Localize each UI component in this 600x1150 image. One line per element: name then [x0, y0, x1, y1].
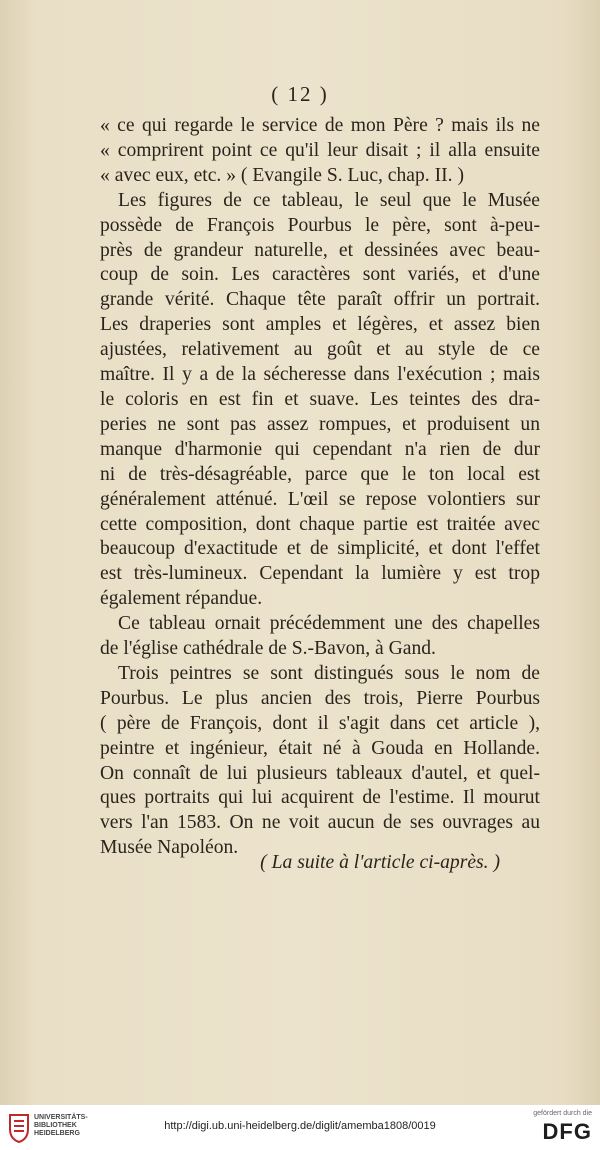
body-text [100, 114, 540, 861]
text-line: On connaît de lui plusieurs tableaux d'autel, et quel- [100, 762, 540, 784]
paragraph [100, 189, 540, 612]
text-line: Pourbus. Le plus ancien des trois, Pierre Pourbus [100, 687, 540, 709]
paragraph [100, 662, 540, 861]
text-line: Ce tableau ornait précédemment une des chapelles [118, 613, 540, 635]
text-line: est très-lumineux. Cependant la lumière y est trop [100, 563, 540, 585]
text-line: également répandue. [100, 588, 263, 610]
text-line: ques portraits qui lui acquirent de l'estime. Il mourut [100, 787, 540, 809]
page-number: ( 12 ) [271, 82, 329, 106]
text-line: possède de François Pourbus le père, sont à-peu- [100, 214, 540, 236]
library-name-line: HEIDELBERG [34, 1130, 80, 1137]
text-line: maître. Il y a de la sécheresse dans l'exécution ; mais [100, 364, 540, 386]
continuation-text: ( La suite à l'article ci-après. ) [260, 852, 500, 873]
text-line: beaucoup d'exactitude et de simplicité, et dont l'effet [100, 538, 540, 560]
text-line: Les figures de ce tableau, le seul que le Musée [118, 189, 540, 211]
dfg-logo: DFG [542, 1119, 592, 1144]
text-line: « ce qui regarde le service de mon Père ? mais ils ne [100, 115, 540, 136]
text-line: coup de soin. Les caractères sont variés, et d'une [100, 264, 540, 286]
text-line: près de grandeur naturelle, et dessinées avec beau- [100, 239, 540, 261]
footer-bar [0, 1105, 600, 1150]
text-line: le coloris en est fin et suave. Les teintes des dra- [100, 388, 540, 410]
text-line: Trois peintres se sont distingués sous le nom de [118, 662, 540, 684]
text-line: ( père de François, dont il s'agit dans cet article ), [100, 712, 540, 734]
library-name-line: BIBLIOTHEK [34, 1122, 77, 1129]
text-line: peintre et ingénieur, était né à Gouda en Hollande. [100, 737, 540, 759]
library-name-line: UNIVERSITÄTS- [34, 1114, 88, 1121]
text-line: ajustées, relativement au goût et au style de ce [100, 339, 540, 361]
paragraph [100, 612, 540, 662]
text-line: Les draperies sont amples et légères, et assez bien [100, 314, 540, 336]
paragraph [100, 114, 540, 189]
source-url-link[interactable]: http://digi.ub.uni-heidelberg.de/diglit/amemba1808/0019 [164, 1120, 436, 1132]
text-line: peries ne sont pas assez rompues, et produisent un [100, 413, 540, 435]
text-line: vers l'an 1583. On ne voit aucun de ses ouvrages au [100, 812, 540, 834]
text-line: « comprirent point ce qu'il leur disait ; il alla ensuite [100, 139, 540, 161]
text-line: Musée Napoléon. [100, 837, 239, 859]
text-line: ni de très-désagréable, parce que le ton local est [100, 463, 540, 485]
text-line: « avec eux, etc. » ( Evangile S. Luc, chap. II. ) [100, 164, 464, 186]
text-line: généralement atténué. L'œil se repose volontiers sur [100, 488, 540, 510]
text-line: manque d'harmonie qui cependant n'a rien de dur [100, 438, 540, 460]
text-line: grande vérité. Chaque tête paraît offrir un portrait. [100, 289, 540, 311]
text-line: cette composition, dont chaque partie est traitée avec [100, 513, 540, 535]
continuation-note [100, 852, 540, 874]
funding-label: gefördert durch die [533, 1110, 592, 1117]
text-line: de l'église cathédrale de S.-Bavon, à Gand. [100, 638, 436, 660]
